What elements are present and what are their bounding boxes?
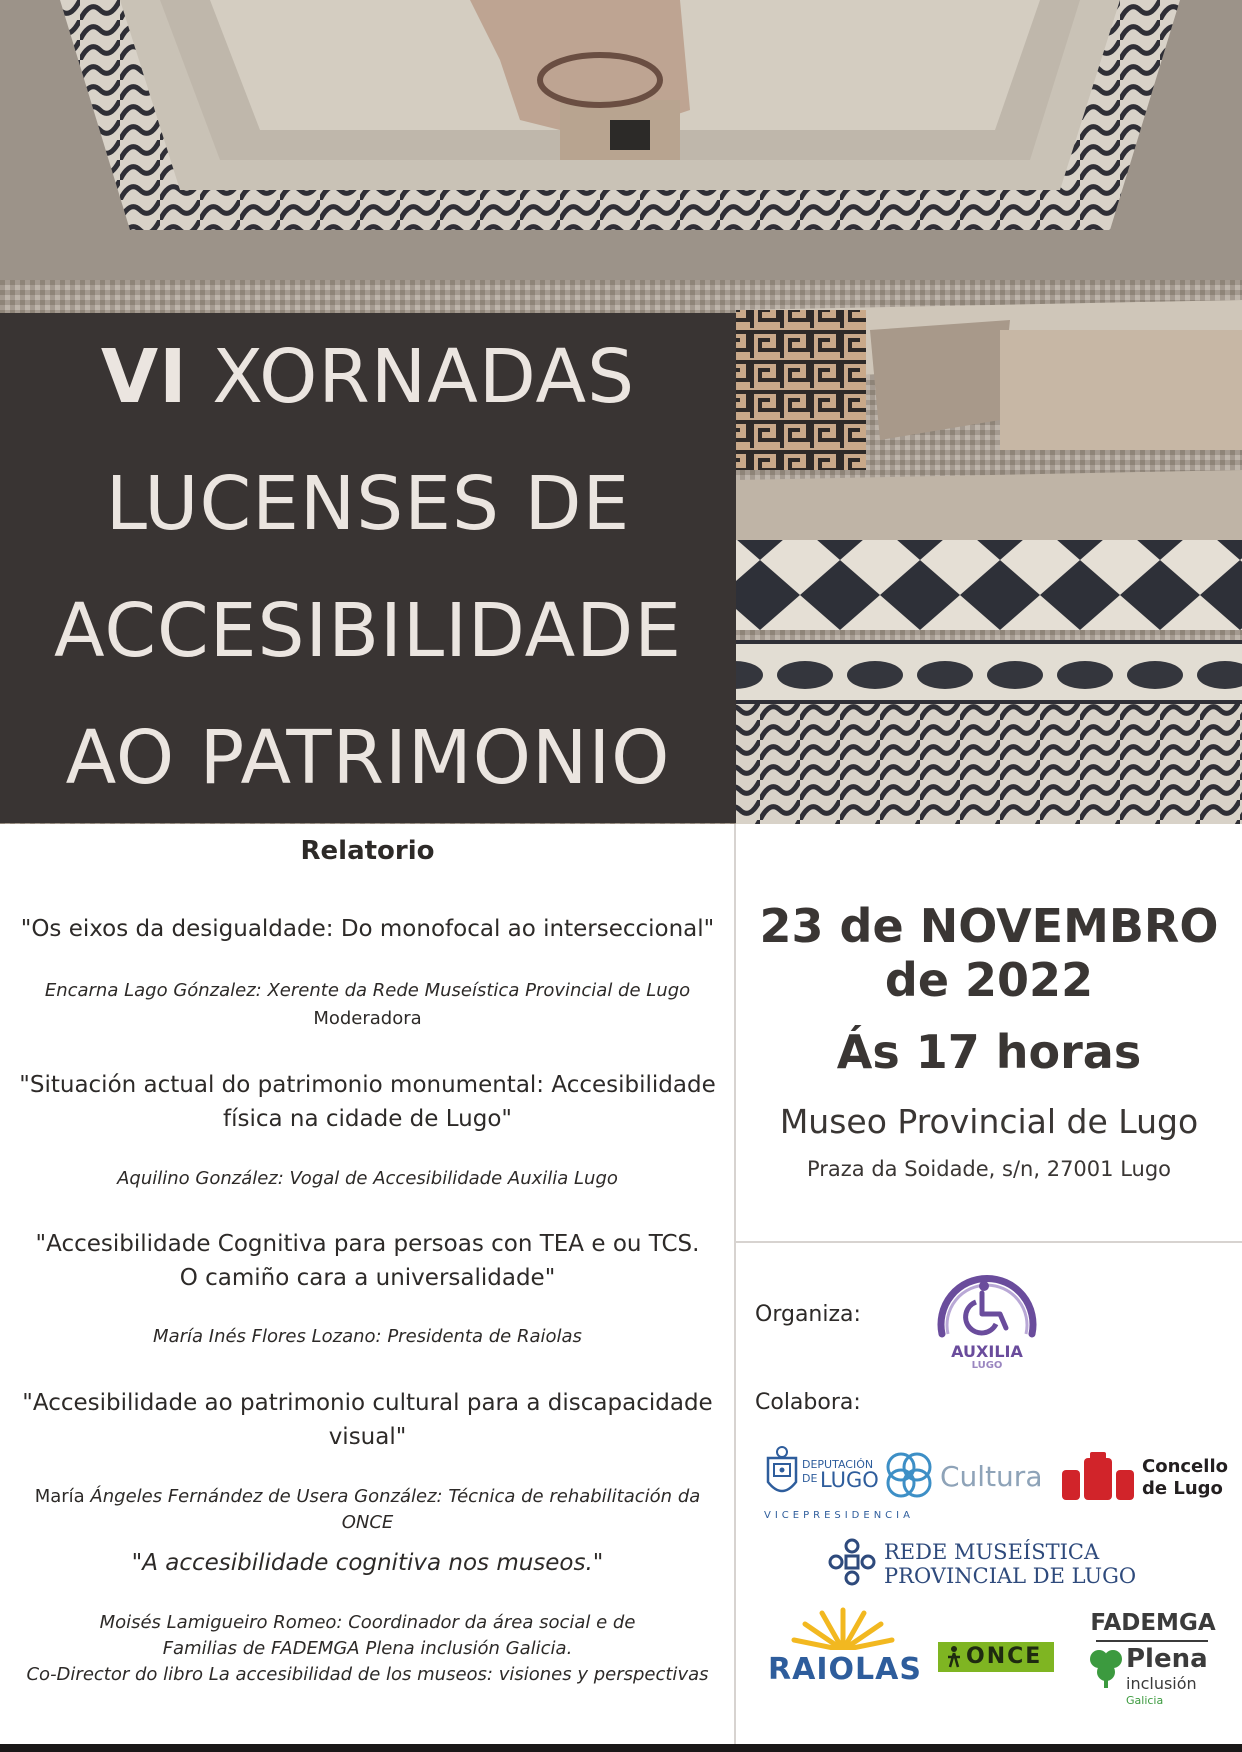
concello-towers-icon (1060, 1452, 1140, 1502)
talk-1-title: "Os eixos da desigualdade: Do monofocal ao interseccional" (20, 916, 715, 942)
talk-2-speaker: Aquilino González: Vogal de Accesibilidade Auxilia Lugo (117, 1168, 618, 1189)
title-line-2: LUCENSES DE (105, 461, 631, 547)
talk-1-role: Moderadora (313, 1008, 422, 1029)
sun-rays-icon (788, 1606, 898, 1650)
fademga-logo (1088, 1610, 1228, 1710)
raiolas-name: RAIOLAS (768, 1652, 922, 1687)
event-date-line1: 23 de NOVEMBRO (759, 899, 1219, 953)
talk-3-title-line2: O camiño cara a universalidade" (179, 1265, 556, 1291)
title-panel (0, 313, 736, 823)
talk-5-speaker-line3: Co-Director do libro La accesibilidad de los museos: visiones y perspectivas (26, 1664, 709, 1685)
talk-2-title-line2: física na cidade de Lugo" (223, 1106, 512, 1132)
talk-1-speaker: Encarna Lago Gónzalez: Xerente da Rede Museística Provincial de Lugo (44, 980, 691, 1001)
program-heading: Relatorio (300, 836, 435, 866)
title-line-1: VI XORNADAS (100, 334, 636, 420)
concello-line2: de Lugo (1142, 1478, 1223, 1499)
talk-3-title-line1: "Accesibilidade Cognitiva para persoas con TEA e ou TCS. (35, 1231, 700, 1257)
talk-4-title-line2: visual" (328, 1424, 407, 1450)
raiolas-logo (768, 1606, 922, 1696)
deputacion-line1: DEPUTACIÓN (802, 1458, 874, 1471)
rede-museistica-logo (828, 1536, 1148, 1590)
concello-lugo-logo (1060, 1450, 1230, 1510)
deputacion-lugo-logo (764, 1446, 1043, 1528)
cultura-label: Cultura (940, 1460, 1043, 1493)
clover-icon (1088, 1648, 1124, 1688)
once-logo (938, 1642, 1054, 1672)
deputacion-sub: VICEPRESIDENCIA (764, 1510, 914, 1521)
event-column (736, 824, 1242, 1744)
talk-5-title: "A accesibilidade cognitiva nos museos." (131, 1550, 604, 1576)
deputacion-line2-prefix: DE (802, 1472, 818, 1485)
event-address: Praza da Soidade, s/n, 27001 Lugo (806, 1157, 1172, 1181)
program-column (0, 824, 735, 1744)
rede-line1: REDE MUSEÍSTICA (884, 1540, 1100, 1564)
bottom-bar (0, 1744, 1242, 1752)
coat-of-arms-icon (764, 1446, 800, 1502)
event-time: Ás 17 horas (836, 1025, 1142, 1079)
talk-5-speaker-line1: Moisés Lamigueiro Romeo: Coordinador da área social e de (99, 1612, 636, 1633)
organiza-label: Organiza: (755, 1302, 861, 1327)
talk-5-speaker-line2: Familias de FADEMGA Plena inclusión Galicia. (162, 1638, 573, 1659)
talk-3-speaker: María Inés Flores Lozano: Presidenta de Raiolas (153, 1326, 582, 1347)
concello-line1: Concello (1142, 1456, 1228, 1477)
deputacion-line2: LUGO (820, 1468, 879, 1492)
fademga-plena: Plena (1126, 1644, 1208, 1674)
once-name: ONCE (966, 1644, 1043, 1669)
event-date-line2: de 2022 (884, 953, 1094, 1007)
rede-emblem-icon (828, 1538, 876, 1586)
title-line-4: AO PATRIMONIO (65, 715, 671, 801)
talk-2-title-line1: "Situación actual do patrimonio monumental: Accesibilidade (19, 1072, 716, 1098)
auxilia-name: AUXILIA (951, 1342, 1023, 1361)
cultura-knot-icon (884, 1450, 934, 1500)
title-line-3: ACCESIBILIDADE (54, 588, 682, 674)
once-figure-icon (944, 1645, 964, 1669)
talk-4-title-line1: "Accesibilidade ao patrimonio cultural para a discapacidade (22, 1390, 713, 1416)
auxilia-sub: LUGO (971, 1360, 1003, 1371)
fademga-name: FADEMGA (1090, 1610, 1216, 1636)
talk-4-speaker: María Ángeles Fernández de Usera González: Técnica de rehabilitación da ONCE (34, 1486, 701, 1533)
rede-line2: PROVINCIAL DE LUGO (884, 1564, 1137, 1588)
auxilia-logo (932, 1262, 1042, 1372)
fademga-inclusion: inclusión (1126, 1674, 1197, 1693)
fademga-rule (1096, 1640, 1208, 1642)
fademga-galicia: Galicia (1126, 1694, 1164, 1707)
colabora-label: Colabora: (755, 1390, 861, 1415)
event-venue: Museo Provincial de Lugo (779, 1102, 1199, 1141)
